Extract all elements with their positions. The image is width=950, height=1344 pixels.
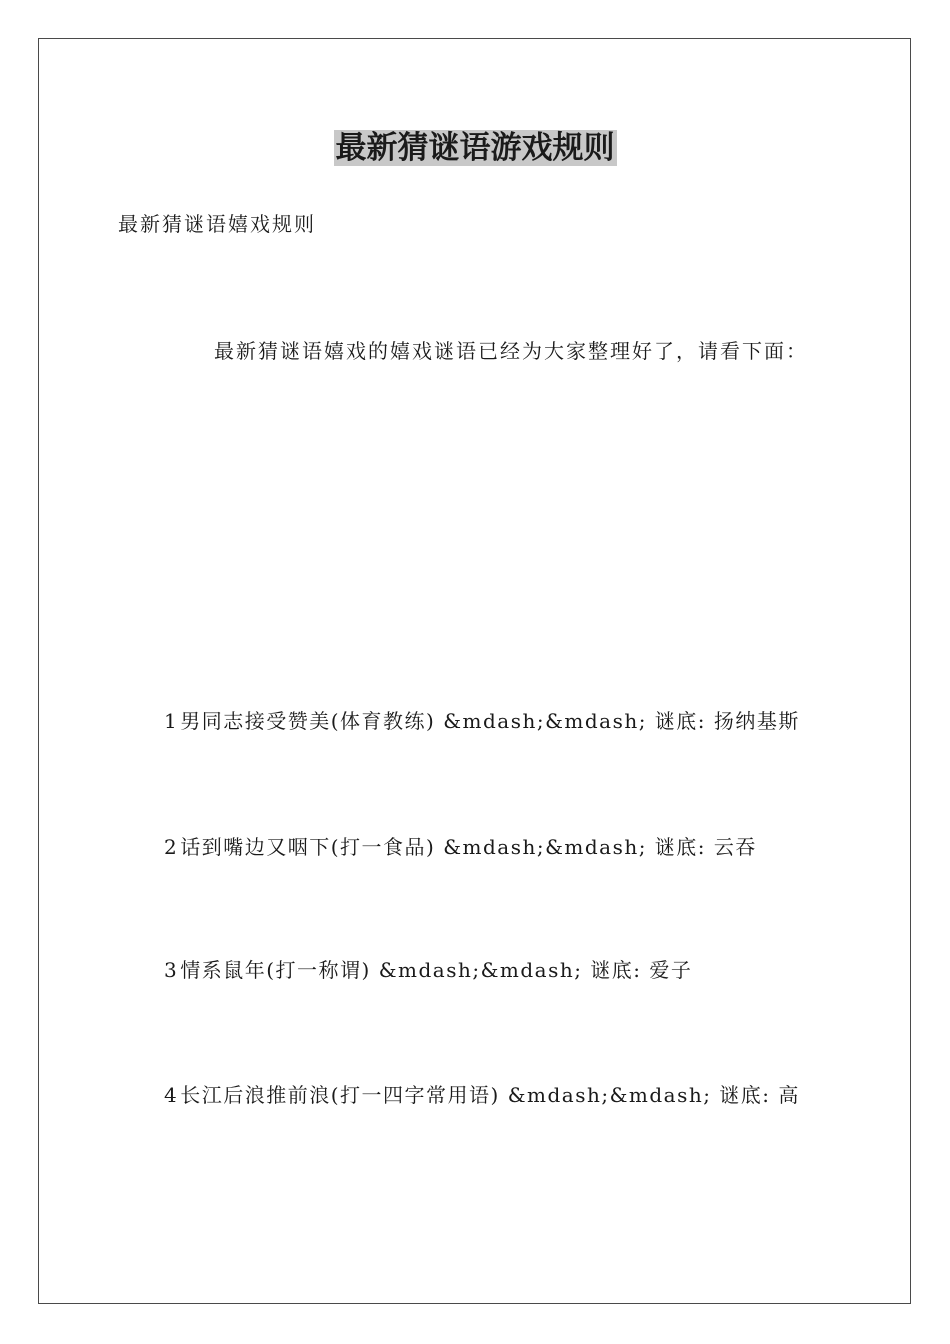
riddle-text: 情系鼠年(打一称谓) &mdash;&mdash; 谜底: 爱子 <box>180 958 693 982</box>
intro-paragraph: 最新猜谜语嬉戏的嬉戏谜语已经为大家整理好了，请看下面： <box>214 339 808 363</box>
riddle-number: 3 <box>164 958 179 982</box>
riddle-item <box>164 1080 800 1110</box>
riddle-number: 2 <box>164 835 179 859</box>
riddle-text: 长江后浪推前浪(打一四字常用语) &mdash;&mdash; 谜底: 高 <box>180 1083 800 1107</box>
riddle-text: 话到嘴边又咽下(打一食品) &mdash;&mdash; 谜底: 云吞 <box>180 835 757 859</box>
riddle-item <box>164 832 757 862</box>
riddle-text: 男同志接受赞美(体育教练) &mdash;&mdash; 谜底: 扬纳基斯 <box>180 709 800 733</box>
document-title <box>0 128 950 168</box>
riddle-item <box>164 706 800 736</box>
riddle-item <box>164 955 692 985</box>
document-title-text: 最新猜谜语游戏规则 <box>335 130 615 166</box>
riddle-number: 4 <box>164 1083 179 1107</box>
document-subtitle: 最新猜谜语嬉戏规则 <box>118 212 316 236</box>
riddle-number: 1 <box>164 709 179 733</box>
